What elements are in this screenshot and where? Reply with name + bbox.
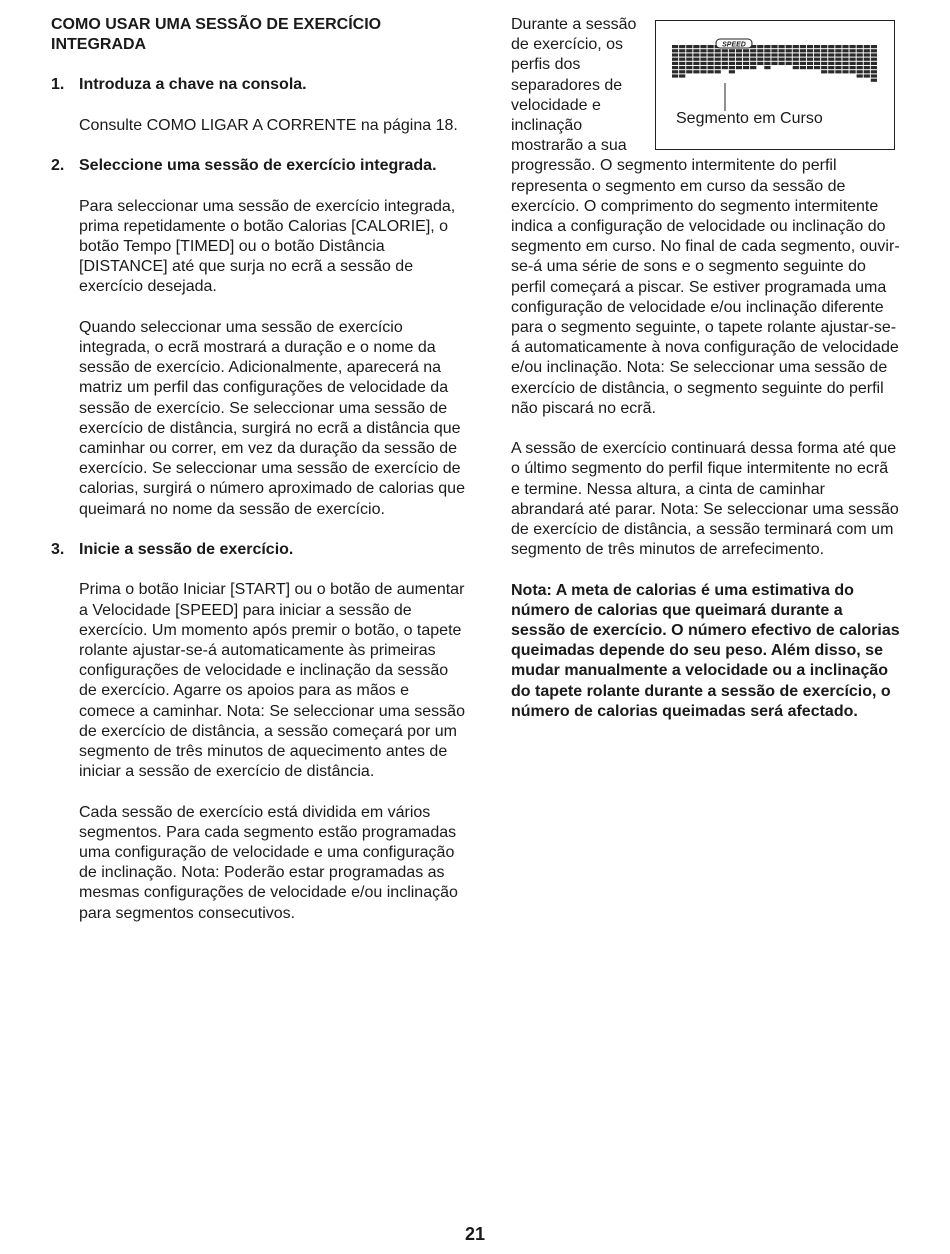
matrix-dot (857, 62, 863, 65)
matrix-dot (864, 58, 870, 61)
matrix-dot (679, 53, 685, 56)
matrix-dot (828, 45, 834, 48)
matrix-dot (672, 70, 678, 73)
matrix-dot (729, 49, 735, 52)
matrix-dot (736, 58, 742, 61)
matrix-dot (871, 74, 877, 77)
matrix-dot (821, 53, 827, 56)
matrix-dot (821, 66, 827, 69)
matrix-dot (807, 53, 813, 56)
matrix-dot (757, 62, 763, 65)
matrix-dot (793, 66, 799, 69)
matrix-dot (672, 66, 678, 69)
matrix-dot (786, 62, 792, 65)
matrix-dot (871, 62, 877, 65)
matrix-dot (821, 70, 827, 73)
matrix-dot (835, 66, 841, 69)
matrix-dot (679, 58, 685, 61)
matrix-dot (743, 53, 749, 56)
step-number: 3. (51, 541, 65, 558)
matrix-dot (729, 70, 735, 73)
matrix-dot (743, 66, 749, 69)
matrix-dot (679, 62, 685, 65)
step-heading: Introduza a chave na consola. (79, 76, 307, 94)
matrix-dot (693, 70, 699, 73)
right-paragraph: A sessão de exercício continuará dessa forma até que o último segmento do perfil fique intermitente no ecrã e termine. Nessa altura, a cinta de caminhar abrandará até parar. Nota: Se seleccionar uma sessão de exercício de distância, a sessão terminará com um segmento de três minutos de arrefecimento. (511, 440, 899, 559)
matrix-dot (686, 58, 692, 61)
matrix-dot (764, 53, 770, 56)
matrix-dot (864, 74, 870, 77)
matrix-dot (757, 58, 763, 61)
matrix-dot (686, 66, 692, 69)
matrix-dot (864, 66, 870, 69)
matrix-dot (693, 58, 699, 61)
matrix-dot (857, 49, 863, 52)
matrix-dot (835, 70, 841, 73)
matrix-dot (871, 70, 877, 73)
matrix-dot (814, 58, 820, 61)
matrix-dot (864, 45, 870, 48)
matrix-dot (793, 45, 799, 48)
matrix-dot (850, 49, 856, 52)
matrix-dot (672, 74, 678, 77)
step-paragraph: Prima o botão Iniciar [START] ou o botão de aumentar a Velocidade [SPEED] para iniciar a sessão de exercício. Um momento após premir o botão, o tapete rolante ajustar-se-á automaticamente às primeiras configurações de velocidade e inclinação da sessão de exercício. Agarre os apoios para as mãos e comece a caminhar. Nota: Se seleccionar uma sessão de exercício de distância, a sessão começará por um segmento de três minutos de aquecimento antes de iniciar a sessão de exercício de distância. (79, 581, 465, 781)
matrix-dot (857, 66, 863, 69)
matrix-dot (835, 53, 841, 56)
matrix-dot (814, 62, 820, 65)
matrix-dot (672, 62, 678, 65)
matrix-dot (729, 62, 735, 65)
matrix-dot (750, 62, 756, 65)
matrix-dot (700, 70, 706, 73)
matrix-dot (708, 70, 714, 73)
matrix-dot (871, 66, 877, 69)
matrix-dot (850, 66, 856, 69)
matrix-dot (736, 49, 742, 52)
matrix-dot (800, 66, 806, 69)
matrix-dot (708, 66, 714, 69)
matrix-dot (779, 53, 785, 56)
matrix-dot (729, 53, 735, 56)
matrix-dot (700, 58, 706, 61)
matrix-dot (850, 58, 856, 61)
matrix-dot (686, 70, 692, 73)
matrix-dot (757, 49, 763, 52)
matrix-dot (857, 45, 863, 48)
matrix-dot (672, 58, 678, 61)
matrix-dot (672, 53, 678, 56)
matrix-dot (750, 49, 756, 52)
matrix-dot (686, 53, 692, 56)
matrix-dot (679, 45, 685, 48)
matrix-dot (708, 58, 714, 61)
matrix-dot (807, 58, 813, 61)
matrix-dot (850, 70, 856, 73)
matrix-dot (764, 58, 770, 61)
matrix-dot (771, 49, 777, 52)
matrix-dot (736, 66, 742, 69)
matrix-dot (807, 45, 813, 48)
matrix-dot (857, 58, 863, 61)
matrix-dot (750, 58, 756, 61)
matrix-dot (715, 58, 721, 61)
step-paragraph: Quando seleccionar uma sessão de exercício integrada, o ecrã mostrará a duração e o nome da sessão de exercício. Adicionalmente, aparecerá na matriz um perfil das configurações de velocidade da sessão de exercício. Se seleccionar uma sessão de exercício de distância, surgirá no ecrã a distância que caminhar ou correr, em vez da duração da sessão de exercício. Se seleccionar uma sessão de exercício de calorias, surgirá o número aproximado de calorias que queimará no nome da sessão de exercício. (79, 318, 465, 518)
matrix-dot (686, 62, 692, 65)
matrix-dot (672, 45, 678, 48)
matrix-dot (828, 70, 834, 73)
matrix-dot (864, 49, 870, 52)
matrix-dot (722, 58, 728, 61)
matrix-dot (715, 62, 721, 65)
matrix-dot (857, 53, 863, 56)
matrix-dot (800, 53, 806, 56)
matrix-dot (786, 58, 792, 61)
matrix-dot (835, 49, 841, 52)
matrix-dot (828, 49, 834, 52)
matrix-dot (750, 53, 756, 56)
matrix-dot (807, 49, 813, 52)
matrix-dot (821, 62, 827, 65)
matrix-dot (686, 49, 692, 52)
matrix-dot (800, 62, 806, 65)
matrix-dot (686, 45, 692, 48)
figure-caption: Segmento em Curso (676, 110, 823, 127)
matrix-dot (757, 53, 763, 56)
matrix-dot (771, 53, 777, 56)
matrix-dot (672, 49, 678, 52)
matrix-dot (786, 53, 792, 56)
matrix-dot (700, 45, 706, 48)
matrix-dot (736, 62, 742, 65)
matrix-dot (828, 53, 834, 56)
matrix-dot (693, 66, 699, 69)
matrix-dot (700, 66, 706, 69)
step-3 (51, 540, 466, 924)
matrix-dot (828, 58, 834, 61)
matrix-dot (757, 45, 763, 48)
matrix-dot (715, 66, 721, 69)
matrix-dot (779, 58, 785, 61)
page-number: 21 (464, 1224, 486, 1244)
step-paragraph: Cada sessão de exercício está dividida em vários segmentos. Para cada segmento estão programadas uma configuração de velocidade e uma configuração de inclinação. Nota: Poderão estar programadas as mesmas configurações de velocidade e/ou inclinação para segmentos consecutivos. (79, 803, 458, 922)
matrix-dot (693, 49, 699, 52)
matrix-dot (793, 53, 799, 56)
matrix-dot (700, 53, 706, 56)
matrix-dot (835, 58, 841, 61)
matrix-dot (708, 49, 714, 52)
matrix-dot (864, 62, 870, 65)
matrix-dot (821, 58, 827, 61)
matrix-dot (871, 49, 877, 52)
matrix-dot (871, 53, 877, 56)
matrix-dot (800, 58, 806, 61)
matrix-dot (800, 49, 806, 52)
matrix-dot (722, 49, 728, 52)
matrix-dot (857, 70, 863, 73)
right-paragraph: Durante a sessão de exercício, os perfis dos separadores de velocidade e inclinação mostrarão a sua progressão. O segmento intermitente do perfil representa o segmento em curso da sessão de exercício. O comprimento do segmento intermitente indica a configuração de velocidade ou inclinação do segmento em curso. No final de cada segmento, ouvir-se-á uma série de sons e o segmento seguinte do perfil começará a piscar. Se estiver programada uma configuração de velocidade e/ou inclinação diferente para o segmento seguinte, o tapete rolante ajustar-se-á automaticamente à nova configuração de velocidade e/ou inclinação. Nota: Se seleccionar uma sessão de exercício de distância, o segmento seguinte do perfil não piscará no ecrã. (511, 16, 900, 417)
matrix-dot (722, 53, 728, 56)
matrix-dot (850, 62, 856, 65)
matrix-dot (715, 49, 721, 52)
matrix-dot (764, 62, 770, 65)
matrix-dot (814, 66, 820, 69)
matrix-dot (835, 45, 841, 48)
left-column (51, 15, 466, 944)
matrix-dot (807, 62, 813, 65)
step-heading: Seleccione uma sessão de exercício integrada. (79, 157, 437, 175)
matrix-dot (871, 58, 877, 61)
matrix-dot (793, 49, 799, 52)
matrix-dot (835, 62, 841, 65)
matrix-dot (842, 58, 848, 61)
matrix-dot (700, 62, 706, 65)
matrix-dot (814, 53, 820, 56)
matrix-dot (708, 45, 714, 48)
matrix-dot (693, 62, 699, 65)
matrix-dot (729, 58, 735, 61)
matrix-dot (864, 53, 870, 56)
matrix-dot (821, 45, 827, 48)
matrix-dot (693, 53, 699, 56)
matrix-dot (864, 70, 870, 73)
section-title: COMO USAR UMA SESSÃO DE EXERCÍCIO INTEGRADA (51, 16, 382, 54)
matrix-dot (736, 53, 742, 56)
matrix-dot (857, 74, 863, 77)
step-paragraph: Consulte COMO LIGAR A CORRENTE na página 18. (79, 116, 458, 134)
matrix-dot (743, 49, 749, 52)
matrix-dot (786, 49, 792, 52)
matrix-dot (743, 58, 749, 61)
matrix-dot (871, 79, 877, 82)
matrix-dot (722, 62, 728, 65)
matrix-dot (764, 45, 770, 48)
matrix-dot (828, 62, 834, 65)
matrix-dot (679, 49, 685, 52)
matrix-dot (786, 45, 792, 48)
step-number: 1. (51, 76, 65, 94)
matrix-dot (828, 66, 834, 69)
matrix-dot (814, 49, 820, 52)
step-2 (51, 156, 466, 520)
matrix-dot (750, 66, 756, 69)
matrix-dot (771, 58, 777, 61)
matrix-dot (814, 45, 820, 48)
matrix-dot (743, 62, 749, 65)
speed-profile-figure (655, 20, 895, 150)
matrix-dot (715, 53, 721, 56)
matrix-dot (807, 66, 813, 69)
matrix-dot (779, 49, 785, 52)
speed-label: SPEED (722, 41, 746, 49)
matrix-dot (708, 62, 714, 65)
matrix-dot (793, 58, 799, 61)
matrix-dot (850, 53, 856, 56)
matrix-dot (821, 49, 827, 52)
matrix-dot (679, 70, 685, 73)
matrix-dot (842, 62, 848, 65)
matrix-dot (679, 74, 685, 77)
matrix-dot (771, 62, 777, 65)
right-column (511, 15, 901, 722)
matrix-dot (842, 49, 848, 52)
matrix-dot (764, 66, 770, 69)
step-1 (51, 75, 466, 136)
step-number: 2. (51, 157, 65, 175)
matrix-dot (722, 66, 728, 69)
matrix-dot (708, 53, 714, 56)
matrix-dot (779, 45, 785, 48)
matrix-dot (850, 45, 856, 48)
matrix-dot (693, 45, 699, 48)
matrix-dot (764, 49, 770, 52)
matrix-dot (771, 45, 777, 48)
step-paragraph: Para seleccionar uma sessão de exercício integrada, prima repetidamente o botão Calorias [CALORIE], o botão Tempo [TIMED] ou o botão Distância [DISTANCE] até que surja no ecrã a sessão de exercício desejada. (79, 197, 456, 296)
step-heading: Inicie a sessão de exercício. (79, 541, 294, 558)
matrix-dot (700, 49, 706, 52)
matrix-dot (679, 66, 685, 69)
matrix-dot (779, 62, 785, 65)
matrix-dot (729, 66, 735, 69)
matrix-dot (800, 45, 806, 48)
matrix-dot (842, 70, 848, 73)
matrix-dot (871, 45, 877, 48)
calorie-note: Nota: A meta de calorias é uma estimativa do número de calorias que queimará durante a sessão de exercício. O número efectivo de calorias queimadas depende do seu peso. Além disso, se mudar manualmente a velocidade ou a inclinação do tapete rolante durante a sessão de exercício, o número de calorias queimadas será afectado. (511, 581, 900, 720)
matrix-dot (715, 70, 721, 73)
matrix-dot (842, 66, 848, 69)
matrix-dot (842, 45, 848, 48)
matrix-dot (793, 62, 799, 65)
matrix-dot (842, 53, 848, 56)
